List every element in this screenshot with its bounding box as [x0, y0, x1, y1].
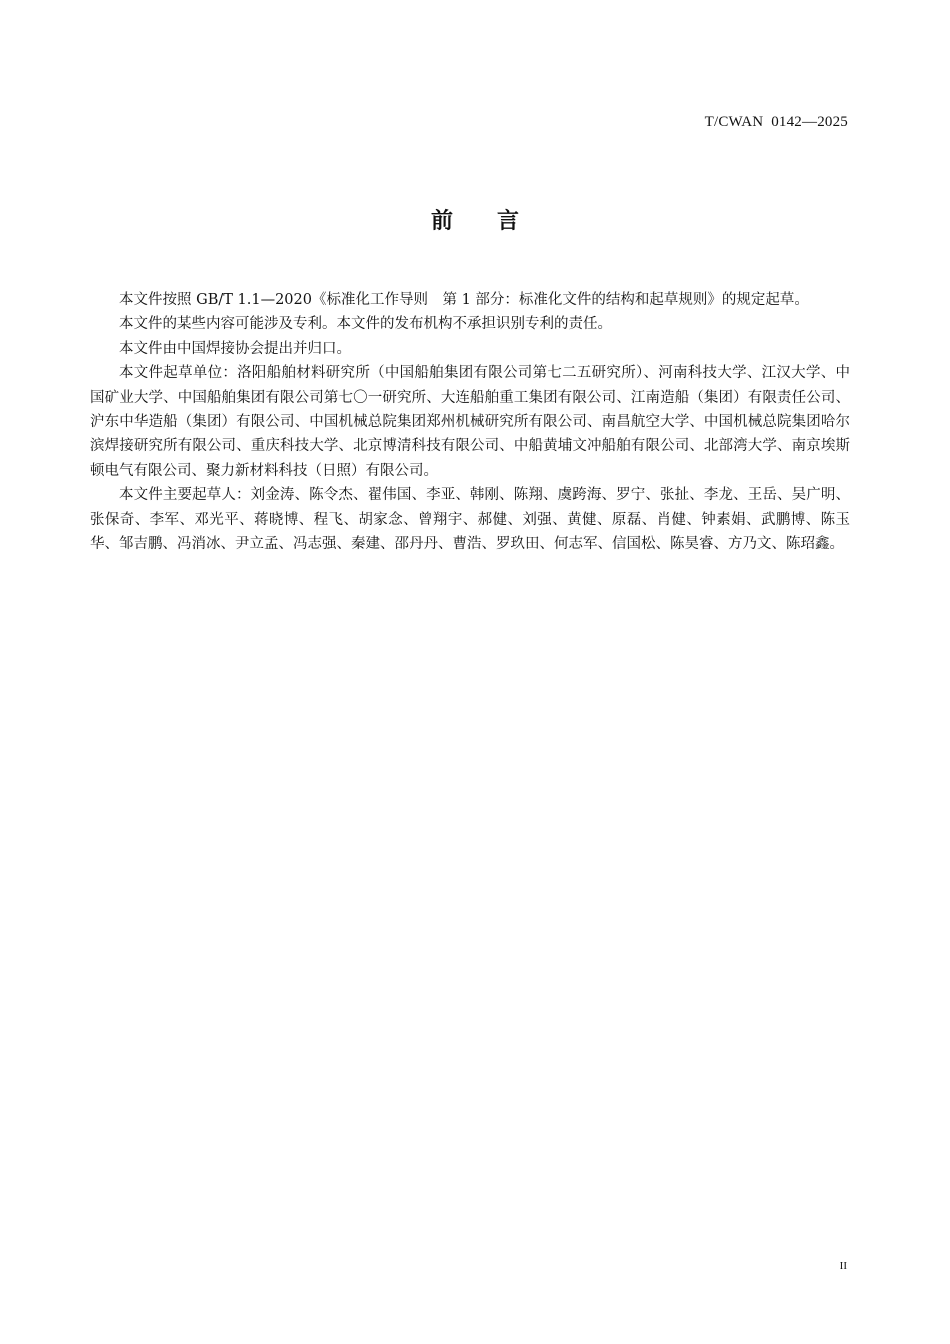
- paragraph-patent-notice: 本文件的某些内容可能涉及专利。本文件的发布机构不承担识别专利的责任。: [119, 316, 612, 333]
- paragraph-proposer: 本文件由中国焊接协会提出并归口。: [119, 340, 351, 357]
- standard-code: T/CWAN 0142—2025: [704, 114, 848, 130]
- paragraph-drafting-units: 本文件起草单位：洛阳船舶材料研究所（中国船舶集团有限公司第七二五研究所）、河南科技大学、江汉大学、中国矿业大学、中国船舶集团有限公司第七〇一研究所、大连船舶重工集团有限公司、江南造船（集团）有限责任公司、沪东中华造船（集团）有限公司、中国机械总院集团郑州机械研究所有限公司、南昌航空大学、中国机械总院集团哈尔滨焊接研究所有限公司、重庆科技大学、北京博清科技有限公司、中船黄埔文冲船舶有限公司、北部湾大学、南京埃斯顿电气有限公司、聚力新材料科技（日照）有限公司。: [90, 365, 850, 479]
- page-number: II: [839, 1260, 847, 1272]
- foreword-body: [90, 288, 850, 556]
- paragraph-drafting-rules: 本文件按照 GB/T 1.1—2020《标准化工作导则 第 1 部分：标准化文件的结构和起草规则》的规定起草。: [119, 292, 809, 308]
- page-title: 前言: [430, 209, 563, 234]
- paragraph-drafters: 本文件主要起草人：刘金涛、陈令杰、翟伟国、李亚、韩刚、陈翔、虞跨海、罗宁、张扯、李龙、王岳、吴广明、张保奇、李军、邓光平、蒋晓博、程飞、胡家念、曾翔宇、郝健、刘强、黄健、原磊、肖健、钟素娟、武鹏博、陈玉华、邹吉鹏、冯消冰、尹立孟、冯志强、秦建、邵丹丹、曹浩、罗玖田、何志军、信国松、陈昊睿、方乃文、陈玿鑫。: [90, 487, 850, 553]
